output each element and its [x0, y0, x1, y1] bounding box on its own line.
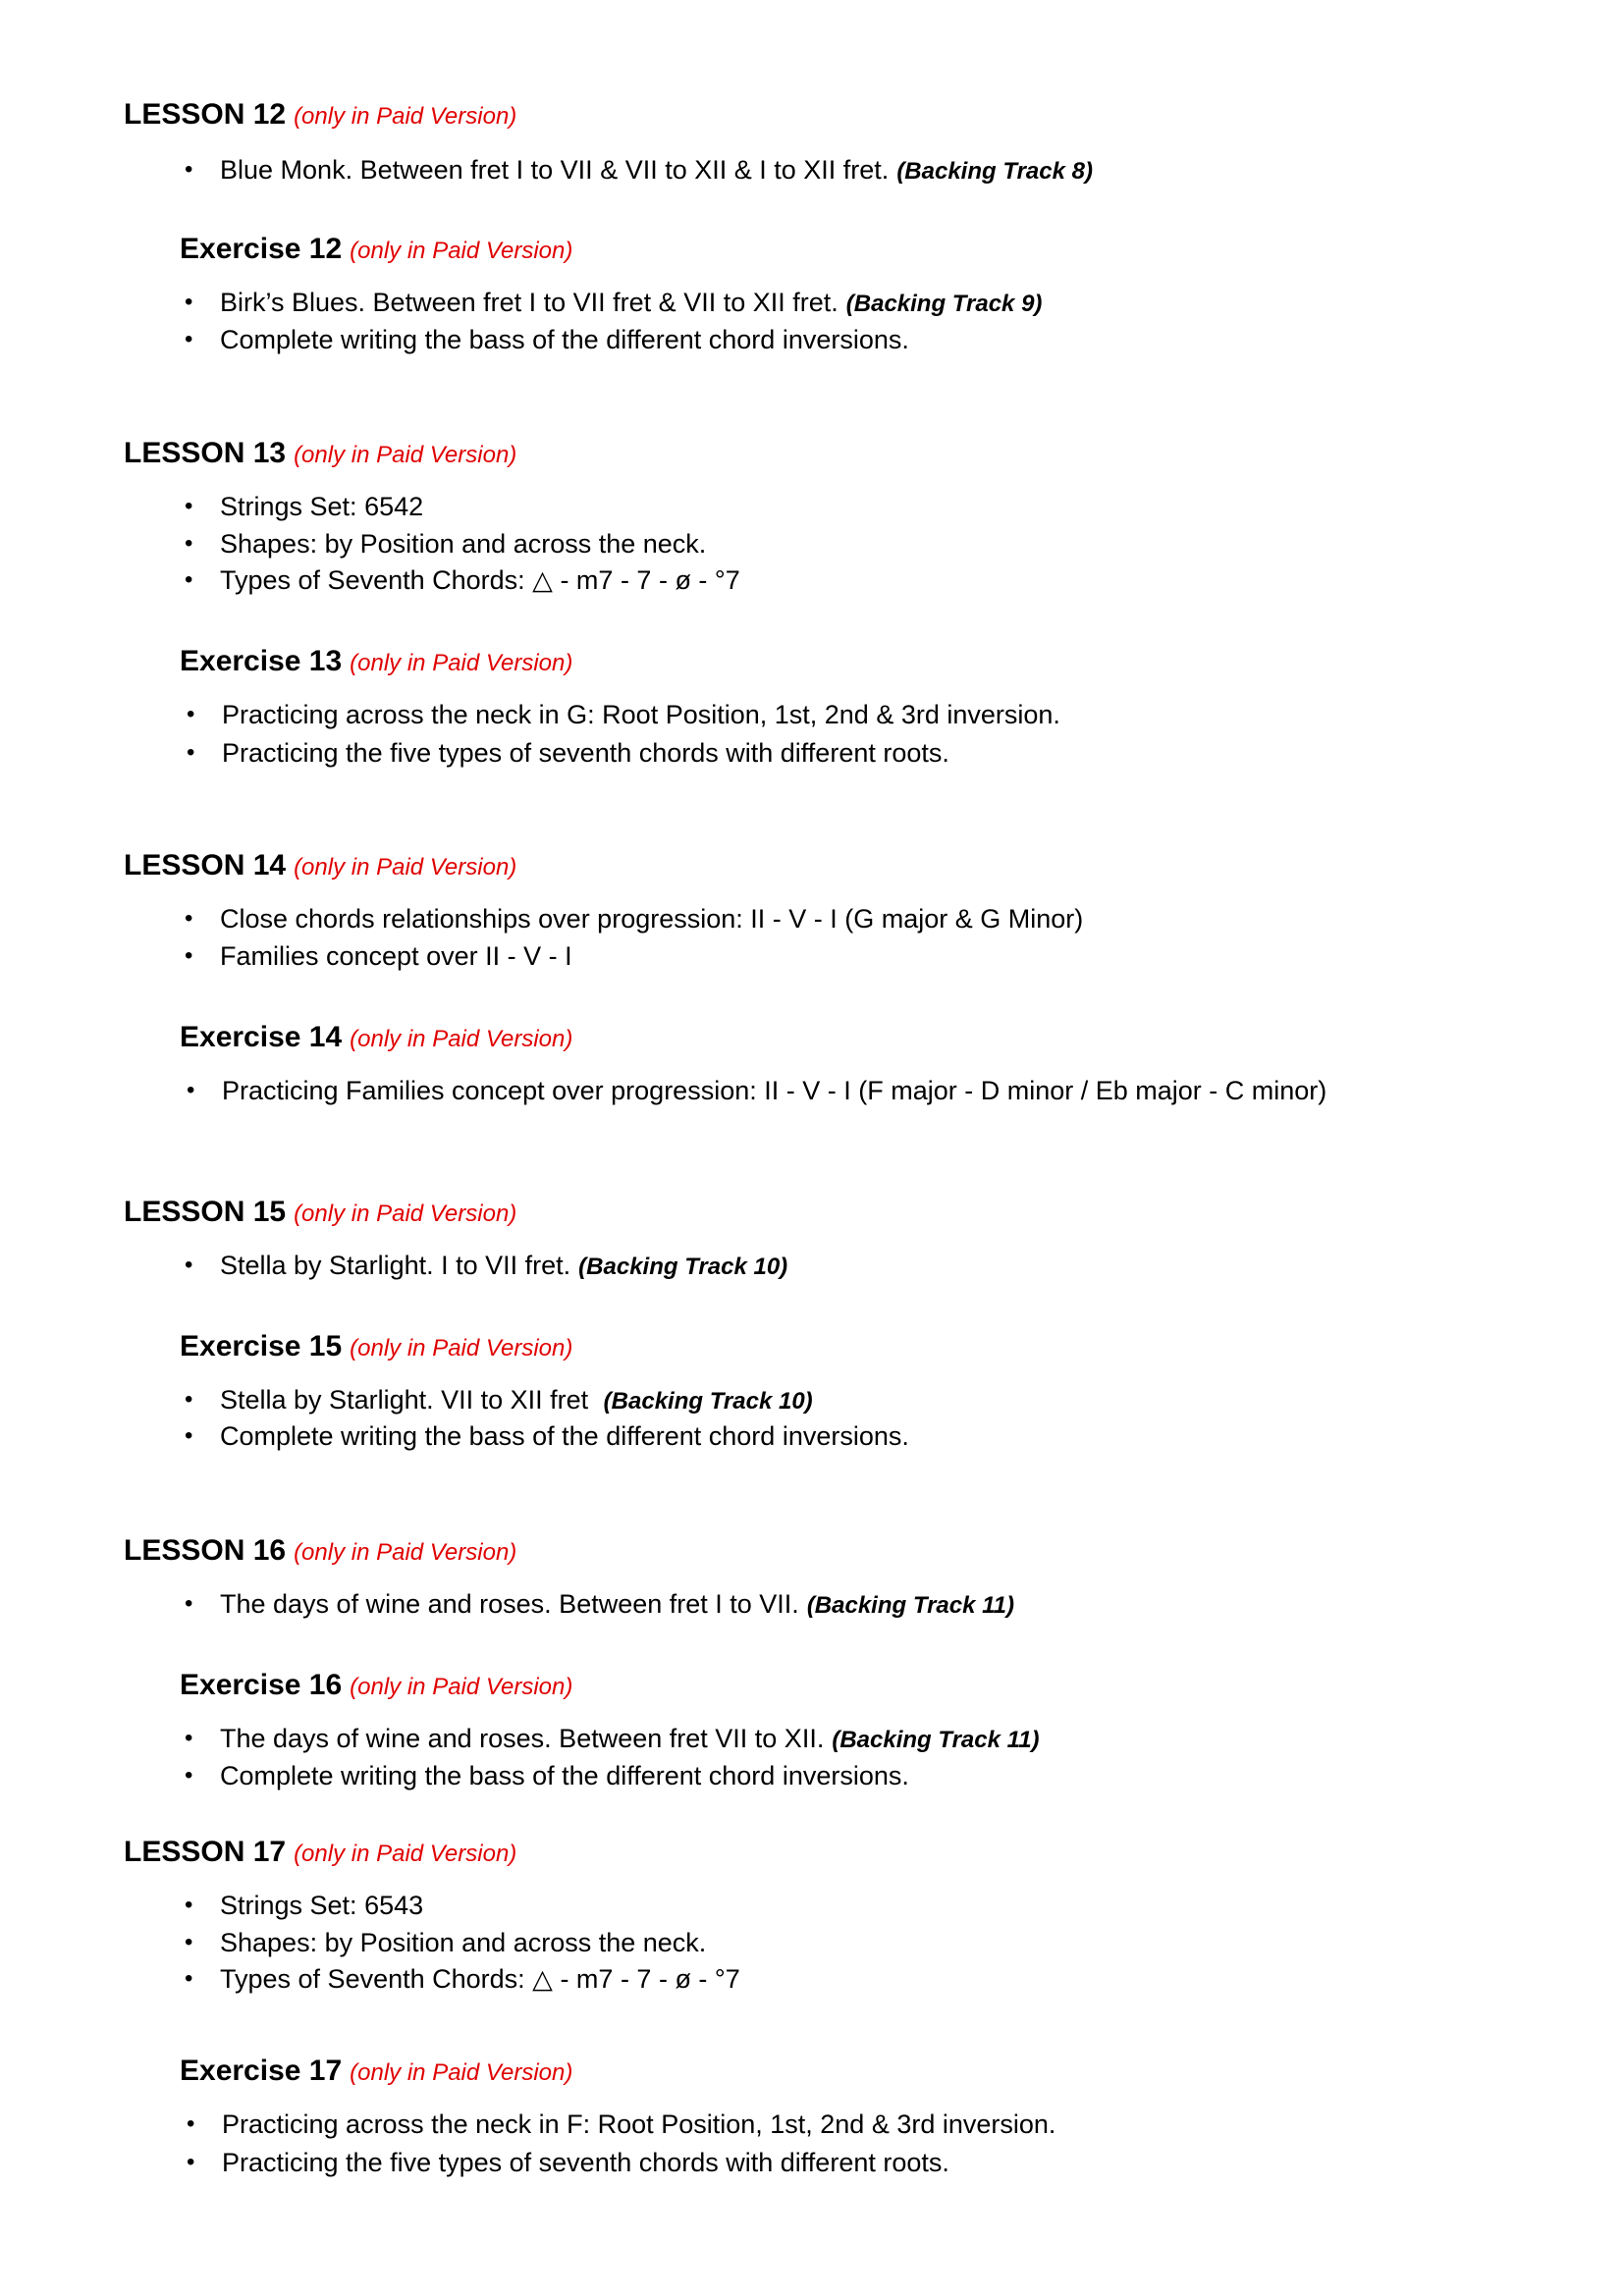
bullet-icon: •: [185, 1762, 193, 1789]
paid-version-note: (only in Paid Version): [294, 103, 517, 130]
list-item-text: Stella by Starlight. VII to XII fret: [220, 1385, 596, 1415]
heading-title: Exercise 12: [180, 233, 343, 265]
backing-track-note: (Backing Track 8): [896, 158, 1093, 185]
paid-version-note: (only in Paid Version): [350, 1335, 573, 1362]
list-item-text: Types of Seventh Chords: △ - m7 - 7 - ø - °7: [220, 565, 740, 595]
exercise-13-heading: [180, 645, 572, 680]
bullet-icon: •: [187, 739, 195, 766]
lesson-16-heading: [124, 1534, 516, 1570]
heading-title: LESSON 14: [124, 849, 287, 881]
list-item: [185, 1588, 1015, 1622]
exercise-12-heading: [180, 233, 572, 268]
list-item-text: Complete writing the bass of the different chord inversions.: [220, 1761, 909, 1790]
exercise-15-heading: [180, 1330, 572, 1365]
list-item: [185, 287, 1043, 320]
bullet-icon: •: [185, 1386, 193, 1413]
list-item: [185, 491, 424, 522]
backing-track-note: (Backing Track 11): [806, 1592, 1015, 1619]
lesson-17-heading: [124, 1836, 516, 1871]
heading-title: LESSON 13: [124, 437, 287, 469]
heading-title: LESSON 17: [124, 1836, 287, 1868]
bullet-icon: •: [185, 1590, 193, 1617]
bullet-icon: •: [185, 1929, 193, 1955]
list-item-text: Practicing Families concept over progression: II - V - I (F major - D minor / Eb major - C minor): [222, 1076, 1327, 1105]
list-item-text: Practicing across the neck in G: Root Position, 1st, 2nd & 3rd inversion.: [222, 700, 1060, 729]
list-item-text: Practicing the five types of seventh chords with different roots.: [222, 738, 949, 768]
list-item-text: Complete writing the bass of the different chord inversions.: [220, 1421, 909, 1451]
backing-track-note: (Backing Track 9): [845, 291, 1043, 317]
bullet-icon: •: [185, 1252, 193, 1278]
list-item: [187, 699, 1060, 730]
lesson-13-heading: [124, 437, 516, 472]
list-item-text: The days of wine and roses. Between fret I to VII.: [220, 1589, 799, 1619]
list-item-text: Stella by Starlight. I to VII fret.: [220, 1251, 571, 1280]
paid-version-note: (only in Paid Version): [350, 650, 573, 676]
paid-version-note: (only in Paid Version): [350, 2059, 573, 2086]
bullet-icon: •: [187, 2149, 195, 2175]
heading-title: LESSON 15: [124, 1196, 287, 1228]
list-item-text: Practicing the five types of seventh chords with different roots.: [222, 2148, 949, 2177]
bullet-icon: •: [185, 530, 193, 557]
list-item-text: Birk’s Blues. Between fret I to VII fret & VII to XII fret.: [220, 288, 839, 317]
list-item-text: Practicing across the neck in F: Root Position, 1st, 2nd & 3rd inversion.: [222, 2109, 1056, 2139]
list-item-text: Complete writing the bass of the different chord inversions.: [220, 325, 909, 354]
paid-version-note: (only in Paid Version): [294, 1841, 517, 1867]
bullet-icon: •: [185, 289, 193, 315]
list-item: [185, 903, 1084, 934]
paid-version-note: (only in Paid Version): [350, 238, 573, 264]
backing-track-note: (Backing Track 10): [603, 1388, 813, 1415]
bullet-icon: •: [185, 566, 193, 593]
list-item: [185, 1963, 740, 1995]
heading-title: Exercise 14: [180, 1021, 343, 1053]
bullet-icon: •: [185, 1725, 193, 1751]
list-item-text: Shapes: by Position and across the neck.: [220, 1928, 707, 1957]
heading-title: Exercise 17: [180, 2055, 343, 2087]
paid-version-note: (only in Paid Version): [350, 1674, 573, 1700]
paid-version-note: (only in Paid Version): [350, 1026, 573, 1052]
heading-title: Exercise 16: [180, 1669, 343, 1701]
bullet-icon: •: [185, 905, 193, 932]
bullet-icon: •: [187, 701, 195, 727]
paid-version-note: (only in Paid Version): [294, 1201, 517, 1227]
paid-version-note: (only in Paid Version): [294, 854, 517, 881]
list-item: [185, 1384, 813, 1417]
list-item: [185, 154, 1093, 187]
bullet-icon: •: [185, 1892, 193, 1918]
list-item: [185, 324, 909, 355]
list-item: [187, 2147, 949, 2178]
heading-title: Exercise 15: [180, 1330, 343, 1362]
list-item: [185, 1927, 707, 1958]
list-item: [185, 1890, 424, 1921]
bullet-icon: •: [185, 1965, 193, 1992]
heading-title: LESSON 16: [124, 1534, 287, 1567]
list-item-text: Strings Set: 6542: [220, 492, 424, 521]
paid-version-note: (only in Paid Version): [294, 1539, 517, 1566]
list-item: [187, 2109, 1056, 2140]
bullet-icon: •: [187, 2110, 195, 2137]
bullet-icon: •: [185, 1422, 193, 1449]
list-item: [185, 564, 740, 596]
list-item-text: Shapes: by Position and across the neck.: [220, 529, 707, 559]
paid-version-note: (only in Paid Version): [294, 442, 517, 468]
bullet-icon: •: [185, 493, 193, 519]
list-item: [185, 1420, 909, 1452]
bullet-icon: •: [185, 326, 193, 352]
list-item: [185, 1723, 1040, 1756]
bullet-icon: •: [185, 156, 193, 183]
list-item: [185, 528, 707, 560]
backing-track-note: (Backing Track 10): [578, 1254, 788, 1280]
lesson-15-heading: [124, 1196, 516, 1231]
heading-title: Exercise 13: [180, 645, 343, 677]
list-item-text: Families concept over II - V - I: [220, 941, 572, 971]
bullet-icon: •: [185, 942, 193, 969]
lesson-12-heading: [124, 98, 516, 133]
list-item-text: Blue Monk. Between fret I to VII & VII to XII & I to XII fret.: [220, 155, 890, 185]
list-item: [185, 940, 572, 972]
exercise-16-heading: [180, 1669, 572, 1704]
bullet-icon: •: [187, 1077, 195, 1103]
list-item-text: Strings Set: 6543: [220, 1891, 424, 1920]
backing-track-note: (Backing Track 11): [832, 1727, 1040, 1753]
list-item: [187, 1075, 1327, 1106]
list-item: [185, 1760, 909, 1791]
list-item-text: Close chords relationships over progression: II - V - I (G major & G Minor): [220, 904, 1084, 934]
list-item: [187, 737, 949, 769]
list-item-text: Types of Seventh Chords: △ - m7 - 7 - ø - °7: [220, 1964, 740, 1994]
list-item: [185, 1250, 788, 1283]
exercise-17-heading: [180, 2055, 572, 2090]
exercise-14-heading: [180, 1021, 572, 1056]
list-item-text: The days of wine and roses. Between fret VII to XII.: [220, 1724, 825, 1753]
heading-title: LESSON 12: [124, 98, 287, 131]
lesson-14-heading: [124, 849, 516, 884]
